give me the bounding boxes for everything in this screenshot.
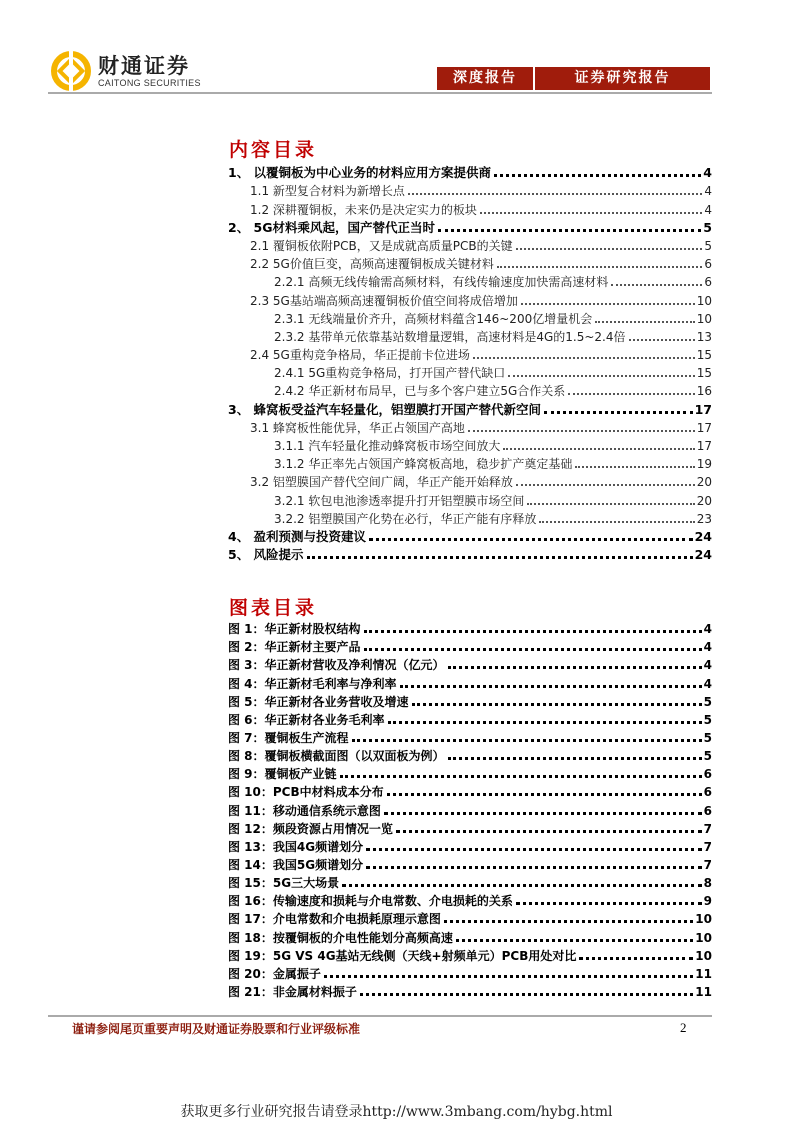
figure-entry[interactable] xyxy=(228,891,712,909)
entry-label: 2.2.1 高频无线传输需高频材料，有线传输速度加快需高速材料 xyxy=(274,275,609,290)
entry-label: 1.1 新型复合材料为新增长点 xyxy=(250,184,405,199)
entry-label: 3.2.2 铝塑膜国产化势在必行，华正产能有序释放 xyxy=(274,511,537,526)
header-divider xyxy=(48,92,712,94)
entry-label: 图 17：介电常数和介电损耗原理示意图 xyxy=(228,912,441,927)
entry-page: 4 xyxy=(704,184,712,199)
entry-label: 2.3.2 基带单元依靠基站数增量逻辑，高速材料是4G的1.5~2.4倍 xyxy=(274,329,626,344)
entry-label: 图 20：金属振子 xyxy=(228,966,321,981)
entry-label: 2.3 5G基站端高频高速覆铜板价值空间将成倍增加 xyxy=(250,293,518,308)
entry-page: 7 xyxy=(703,857,712,872)
entry-page: 13 xyxy=(696,329,712,344)
entry-label: 3.2 铝塑膜国产替代空间广阔，华正产能开始释放 xyxy=(250,475,513,490)
entry-label: 3、 蜂窝板受益汽车轻量化，铝塑膜打开国产替代新空间 xyxy=(228,401,542,417)
dot-leader xyxy=(307,556,693,559)
dot-leader xyxy=(387,793,702,796)
entry-page: 5 xyxy=(703,749,712,764)
entry-page: 20 xyxy=(696,475,712,490)
entry-page: 10 xyxy=(695,930,712,945)
entry-label: 图 14：我国5G频谱划分 xyxy=(228,857,364,872)
entry-page: 15 xyxy=(696,366,712,381)
entry-page: 9 xyxy=(703,894,712,909)
footer-disclaimer: 谨请参阅尾页重要声明及财通证券股票和行业评级标准 xyxy=(72,1022,361,1036)
entry-page: 7 xyxy=(703,839,712,854)
dot-leader xyxy=(352,739,702,742)
dot-leader xyxy=(360,993,693,996)
toc-entry[interactable] xyxy=(228,163,712,181)
entry-page: 10 xyxy=(696,293,712,308)
entry-page: 6 xyxy=(704,275,712,290)
toc-entry[interactable] xyxy=(228,363,712,381)
entry-page: 5 xyxy=(703,219,712,235)
dot-leader xyxy=(448,666,702,669)
toc-entry[interactable] xyxy=(228,254,712,272)
caitong-logo-icon xyxy=(50,50,92,92)
entry-page: 6 xyxy=(704,257,712,272)
entry-page: 11 xyxy=(695,984,712,999)
dot-leader xyxy=(408,193,702,195)
entry-label: 4、 盈利预测与投资建议 xyxy=(228,528,367,544)
dot-leader xyxy=(539,521,694,523)
entry-page: 23 xyxy=(696,511,712,526)
figure-entry[interactable] xyxy=(228,746,712,764)
dot-leader xyxy=(473,357,695,359)
figure-entry[interactable] xyxy=(228,909,712,927)
entry-page: 8 xyxy=(703,876,712,891)
dot-leader xyxy=(629,339,695,341)
entry-label: 3.1.1 汽车轻量化推动蜂窝板市场空间放大 xyxy=(274,439,501,453)
entry-label: 图 10：PCB中材料成本分布 xyxy=(228,785,384,800)
toc-entry[interactable] xyxy=(228,454,712,472)
entry-label: 图 13：我国4G频谱划分 xyxy=(228,839,364,854)
entry-label: 图 12：频段资源占用情况一览 xyxy=(228,821,393,836)
figure-entry[interactable] xyxy=(228,837,712,855)
toc-entry[interactable] xyxy=(228,399,712,417)
figure-entry[interactable] xyxy=(228,673,712,691)
entry-label: 图 5：华正新材各业务营收及增速 xyxy=(228,694,409,709)
entry-label: 图 8：覆铜板横截面图（以双面板为例） xyxy=(228,749,445,764)
figure-entry[interactable] xyxy=(228,819,712,837)
toc-entry[interactable] xyxy=(228,345,712,363)
entry-page: 4 xyxy=(703,676,712,691)
entry-page: 6 xyxy=(703,803,712,818)
dot-leader xyxy=(324,975,693,978)
dot-leader xyxy=(575,466,694,468)
toc-entry[interactable] xyxy=(228,199,712,217)
entry-page: 5 xyxy=(703,694,712,709)
dot-leader xyxy=(494,174,701,177)
toc-entry[interactable] xyxy=(228,545,712,563)
dot-leader xyxy=(456,939,693,942)
entry-label: 3.2.1 软包电池渗透率提升打开铝塑膜市场空间 xyxy=(274,493,525,508)
dot-leader xyxy=(366,848,702,851)
dot-leader xyxy=(364,648,702,651)
entry-label: 1、 以覆铜板为中心业务的材料应用方案提供商 xyxy=(228,165,492,181)
dot-leader xyxy=(579,957,693,960)
figure-entry[interactable] xyxy=(228,710,712,728)
entry-label: 2.4 5G重构竞争格局，华正提前卡位进场 xyxy=(250,348,470,363)
footer-divider xyxy=(48,1015,712,1017)
entry-label: 2.3.1 无线端量价齐升，高频材料蕴含146~200亿增量机会 xyxy=(274,311,593,326)
entry-label: 图 21：非金属材料振子 xyxy=(228,984,357,999)
dot-leader xyxy=(468,430,695,432)
figure-entry[interactable] xyxy=(228,855,712,873)
toc-entry[interactable] xyxy=(228,436,712,454)
entry-label: 5、 风险提示 xyxy=(228,547,304,563)
dot-leader xyxy=(342,884,702,887)
figure-entry[interactable] xyxy=(228,927,712,945)
figure-entry[interactable] xyxy=(228,692,712,710)
toc-entry[interactable] xyxy=(228,327,712,345)
entry-page: 5 xyxy=(704,238,712,253)
dot-leader xyxy=(384,812,702,815)
entry-label: 图 4：华正新材毛利率与净利率 xyxy=(228,676,397,691)
dot-leader xyxy=(544,411,693,414)
entry-page: 4 xyxy=(704,202,712,217)
dot-leader xyxy=(438,229,701,232)
entry-page: 10 xyxy=(695,948,712,963)
entry-label: 2.4.2 华正新材布局早，已与多个客户建立5G合作关系 xyxy=(274,384,566,399)
entry-label: 图 9：覆铜板产业链 xyxy=(228,767,337,782)
entry-label: 图 2：华正新材主要产品 xyxy=(228,640,361,655)
toc-entry[interactable] xyxy=(228,309,712,327)
toc-entry[interactable] xyxy=(228,236,712,254)
entry-page: 4 xyxy=(703,165,712,181)
entry-page: 4 xyxy=(703,640,712,655)
entry-page: 19 xyxy=(696,457,712,472)
entry-label: 3.1 蜂窝板性能优异，华正占领国产高地 xyxy=(250,420,465,435)
entry-page: 4 xyxy=(703,622,712,637)
entry-page: 16 xyxy=(696,384,712,399)
dot-leader xyxy=(369,538,693,541)
entry-page: 6 xyxy=(703,767,712,782)
entry-label: 图 11：移动通信系统示意图 xyxy=(228,803,381,818)
report-type-tag: 深度报告 xyxy=(437,67,533,90)
figure-entry[interactable] xyxy=(228,946,712,964)
entry-label: 图 16：传输速度和损耗与介电常数、介电损耗的关系 xyxy=(228,894,513,909)
dot-leader xyxy=(388,721,702,724)
toc-title: 内容目录 xyxy=(229,139,318,161)
toc-entry[interactable] xyxy=(228,509,712,527)
figure-entry[interactable] xyxy=(228,655,712,673)
dot-leader xyxy=(516,248,703,250)
figure-entry[interactable] xyxy=(228,764,712,782)
dot-leader xyxy=(521,303,695,305)
dot-leader xyxy=(480,212,702,214)
toc-entry[interactable] xyxy=(228,418,712,436)
entry-label: 图 3：华正新材营收及净利情况（亿元） xyxy=(228,658,445,673)
figures-title: 图表目录 xyxy=(229,597,318,619)
dot-leader xyxy=(503,448,694,450)
entry-label: 图 7：覆铜板生产流程 xyxy=(228,730,349,745)
dot-leader xyxy=(412,703,702,706)
logo-english-name: CAITONG SECURITIES xyxy=(98,78,201,88)
entry-page: 17 xyxy=(694,401,712,417)
entry-page: 24 xyxy=(694,528,712,544)
entry-label: 图 1：华正新材股权结构 xyxy=(228,622,361,637)
dot-leader xyxy=(527,503,694,505)
entry-label: 3.1.2 华正率先占领国产蜂窝板高地，稳步扩产奠定基础 xyxy=(274,457,573,472)
entry-page: 24 xyxy=(694,547,712,563)
dot-leader xyxy=(448,757,702,760)
entry-label: 2、 5G材料乘风起，国产替代正当时 xyxy=(228,219,436,235)
entry-label: 图 6：华正新材各业务毛利率 xyxy=(228,712,385,727)
entry-page: 20 xyxy=(696,493,712,508)
dot-leader xyxy=(611,284,702,286)
entry-page: 17 xyxy=(696,439,712,453)
entry-page: 11 xyxy=(695,966,712,981)
dot-leader xyxy=(340,775,702,778)
toc-entry[interactable] xyxy=(228,272,712,290)
dot-leader xyxy=(364,630,702,633)
figure-entry[interactable] xyxy=(228,873,712,891)
entry-page: 5 xyxy=(703,730,712,745)
entry-label: 2.1 覆铜板依附PCB，又是成就高质量PCB的关键 xyxy=(250,238,513,253)
dot-leader xyxy=(516,484,695,486)
dot-leader xyxy=(444,920,693,923)
table-of-contents xyxy=(228,163,712,563)
figure-entry[interactable] xyxy=(228,800,712,818)
entry-label: 2.2 5G价值巨变，高频高速覆铜板成关键材料 xyxy=(250,257,494,272)
entry-page: 7 xyxy=(703,821,712,836)
toc-entry[interactable] xyxy=(228,490,712,508)
entry-page: 4 xyxy=(703,658,712,673)
entry-page: 10 xyxy=(696,311,712,326)
dot-leader xyxy=(568,393,694,395)
entry-label: 1.2 深耕覆铜板，未来仍是决定实力的板块 xyxy=(250,202,477,217)
figure-entry[interactable] xyxy=(228,982,712,1000)
entry-page: 6 xyxy=(703,785,712,800)
dot-leader xyxy=(396,830,702,833)
toc-entry[interactable] xyxy=(228,381,712,399)
dot-leader xyxy=(516,902,702,905)
logo-chinese-name: 财通证券 xyxy=(98,54,190,78)
figure-entry[interactable] xyxy=(228,728,712,746)
watermark-link[interactable]: 获取更多行业研究报告请登录http://www.3mbang.com/hybg.html xyxy=(180,1104,613,1120)
entry-page: 5 xyxy=(703,712,712,727)
figure-entry[interactable] xyxy=(228,637,712,655)
dot-leader xyxy=(595,321,695,323)
dot-leader xyxy=(497,266,703,268)
figure-entry[interactable] xyxy=(228,964,712,982)
dot-leader xyxy=(508,375,694,377)
entry-page: 17 xyxy=(696,420,712,435)
report-category-tag: 证券研究报告 xyxy=(535,67,710,90)
entry-page: 15 xyxy=(696,348,712,363)
toc-entry[interactable] xyxy=(228,218,712,236)
dot-leader xyxy=(400,685,702,688)
toc-entry[interactable] xyxy=(228,290,712,308)
toc-entry[interactable] xyxy=(228,181,712,199)
figure-entry[interactable] xyxy=(228,619,712,637)
page-number: 2 xyxy=(680,1020,687,1035)
entry-label: 图 15：5G三大场景 xyxy=(228,876,340,891)
company-logo xyxy=(50,50,201,92)
entry-label: 图 18：按覆铜板的介电性能划分高频高速 xyxy=(228,930,453,945)
toc-entry[interactable] xyxy=(228,472,712,490)
list-of-figures xyxy=(228,619,712,1000)
toc-entry[interactable] xyxy=(228,527,712,545)
dot-leader xyxy=(366,866,702,869)
report-tags xyxy=(437,67,710,90)
entry-label: 图 19：5G VS 4G基站无线侧（天线+射频单元）PCB用处对比 xyxy=(228,948,577,963)
entry-label: 2.4.1 5G重构竞争格局，打开国产替代缺口 xyxy=(274,366,506,381)
entry-page: 10 xyxy=(695,912,712,927)
figure-entry[interactable] xyxy=(228,782,712,800)
